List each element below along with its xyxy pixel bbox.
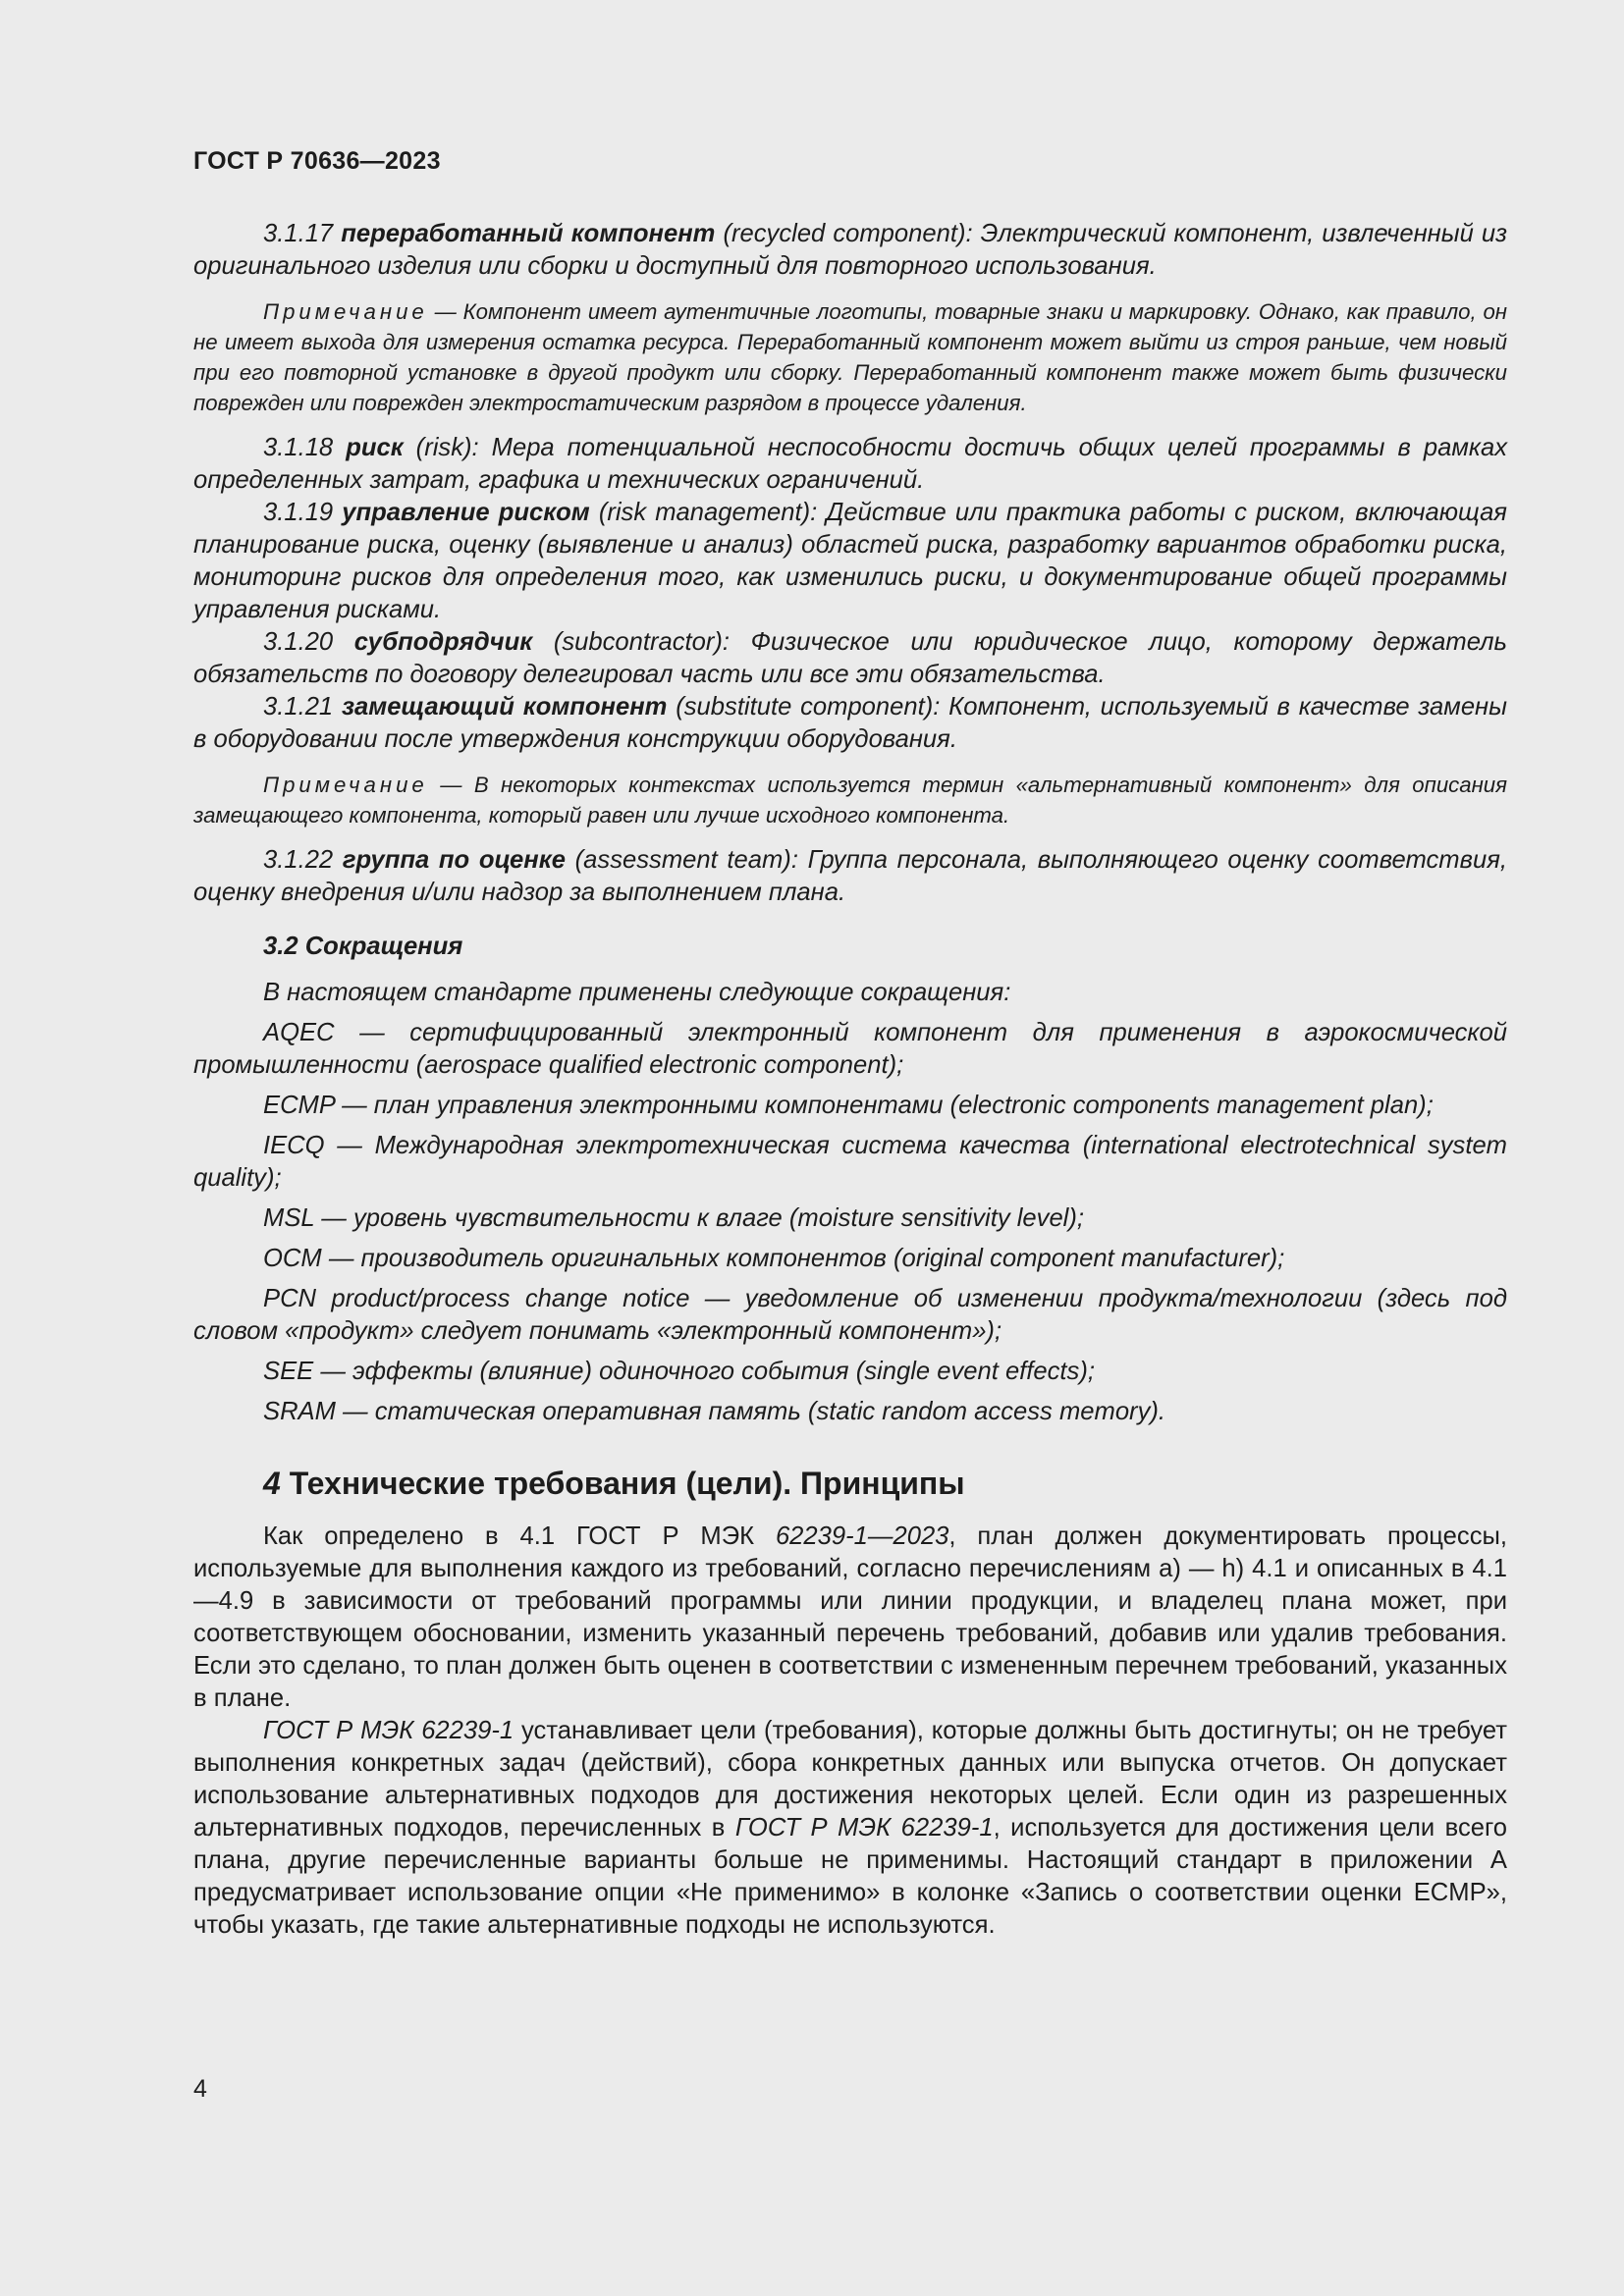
terms-group-a [193, 218, 1507, 283]
section-4-paragraph-2: ГОСТ Р МЭК 62239-1 устанавливает цели (требования), которые должны быть достигнуты; он не требует выполнения конкретных задач (действий), сбора конкретных данных или выпуска отчетов. Он допускает использование альтернативных подходов для достижения некоторых целей. Если один из разрешенных альтернативных подходов, перечисленных в ГОСТ Р МЭК 62239-1, используется для достижения цели всего плана, другие перечисленные варианты больше не применимы. Настоящий стандарт в приложении А предусматривает использование опции «Не применимо» в колонке «Запись о соответствии оценки ECMP», чтобы указать, где такие альтернативные подходы не используются. [193, 1717, 1507, 1939]
term-entry: 3.1.22 группа по оценке (assessment team): Группа персонала, выполняющего оценку соответствия, оценку внедрения и/или надзор за выполнением плана. [193, 846, 1507, 906]
note-2: Примечание — В некоторых контекстах используется термин «альтернативный компонент» для описания замещающего компонента, который равен или лучше исходного компонента. [193, 773, 1507, 828]
content-body [193, 218, 1507, 1942]
abbreviation-item: SRAM — статическая оперативная память (static random access memory). [263, 1398, 1166, 1425]
terms-group-c [193, 844, 1507, 909]
section-4-paragraph-1: Как определено в 4.1 ГОСТ Р МЭК 62239-1—2023, план должен документировать процессы, используемые для выполнения каждого из требований, согласно перечислениям а) — h) 4.1 и описанных в 4.1—4.9 в зависимости от требований программы или линии продукции, и владелец плана может, при соответствующем обосновании, изменить указанный перечень требований, добавив или удалив требования. Если это сделано, то план должен быть оценен в соответствии с измененным перечнем требований, указанных в плане. [193, 1522, 1507, 1712]
section-3-2-title: 3.2 Сокращения [263, 933, 463, 960]
abbreviation-item: SEE — эффекты (влияние) одиночного события (single event effects); [263, 1358, 1095, 1385]
term-entry: 3.1.17 переработанный компонент (recycled component): Электрический компонент, извлеченный из оригинального изделия или сборки и доступный для повторного использования. [193, 220, 1507, 280]
abbreviation-item: IECQ — Международная электротехническая система качества (international electrotechnical system quality); [193, 1132, 1507, 1192]
document-header: ГОСТ Р 70636—2023 [193, 147, 441, 175]
terms-group-b [193, 432, 1507, 756]
abbreviation-item: OCM — производитель оригинальных компонентов (original component manufacturer); [263, 1245, 1285, 1272]
term-entry: 3.1.20 субподрядчик (subcontractor): Физическое или юридическое лицо, которому держатель обязательств по договору делегировал часть или все эти обязательства. [193, 628, 1507, 688]
abbreviation-item: MSL — уровень чувствительности к влаге (moisture sensitivity level); [263, 1204, 1084, 1232]
section-4-title: 4 Технические требования (цели). Принципы [263, 1466, 965, 1501]
abbreviation-item: AQEC — сертифицированный электронный компонент для применения в аэрокосмической промышленности (aerospace qualified electronic component); [193, 1019, 1507, 1079]
abbreviation-item: PCN product/process change notice — уведомление об изменении продукта/технологии (здесь под словом «продукт» следует понимать «электронный компонент»); [193, 1285, 1507, 1345]
abbreviations [193, 977, 1507, 1428]
abbreviations-intro: В настоящем стандарте применены следующие сокращения: [263, 979, 1011, 1006]
note-1: Примечание — Компонент имеет аутентичные логотипы, товарные знаки и маркировку. Однако, как правило, он не имеет выхода для измерения остатка ресурса. Переработанный компонент может выйти из строя раньше, чем новый при его повторной установке в другой продукт или сборку. Переработанный компонент также может быть физически поврежден или поврежден электростатическим разрядом в процессе удаления. [193, 299, 1507, 415]
term-entry: 3.1.19 управление риском (risk management): Действие или практика работы с риском, включающая планирование риска, оценку (выявление и анализ) областей риска, разработку вариантов обработки риска, мониторинг рисков для определения того, как изменились риски, и документирование общей программы управления рисками. [193, 499, 1507, 623]
term-entry: 3.1.18 риск (risk): Мера потенциальной неспособности достичь общих целей программы в рамках определенных затрат, графика и технических ограничений. [193, 434, 1507, 494]
term-entry: 3.1.21 замещающий компонент (substitute component): Компонент, используемый в качестве замены в оборудовании после утверждения конструкции оборудования. [193, 693, 1507, 753]
abbreviation-item: ECMP — план управления электронными компонентами (electronic components management plan); [263, 1092, 1434, 1119]
page-number: 4 [193, 2075, 207, 2103]
